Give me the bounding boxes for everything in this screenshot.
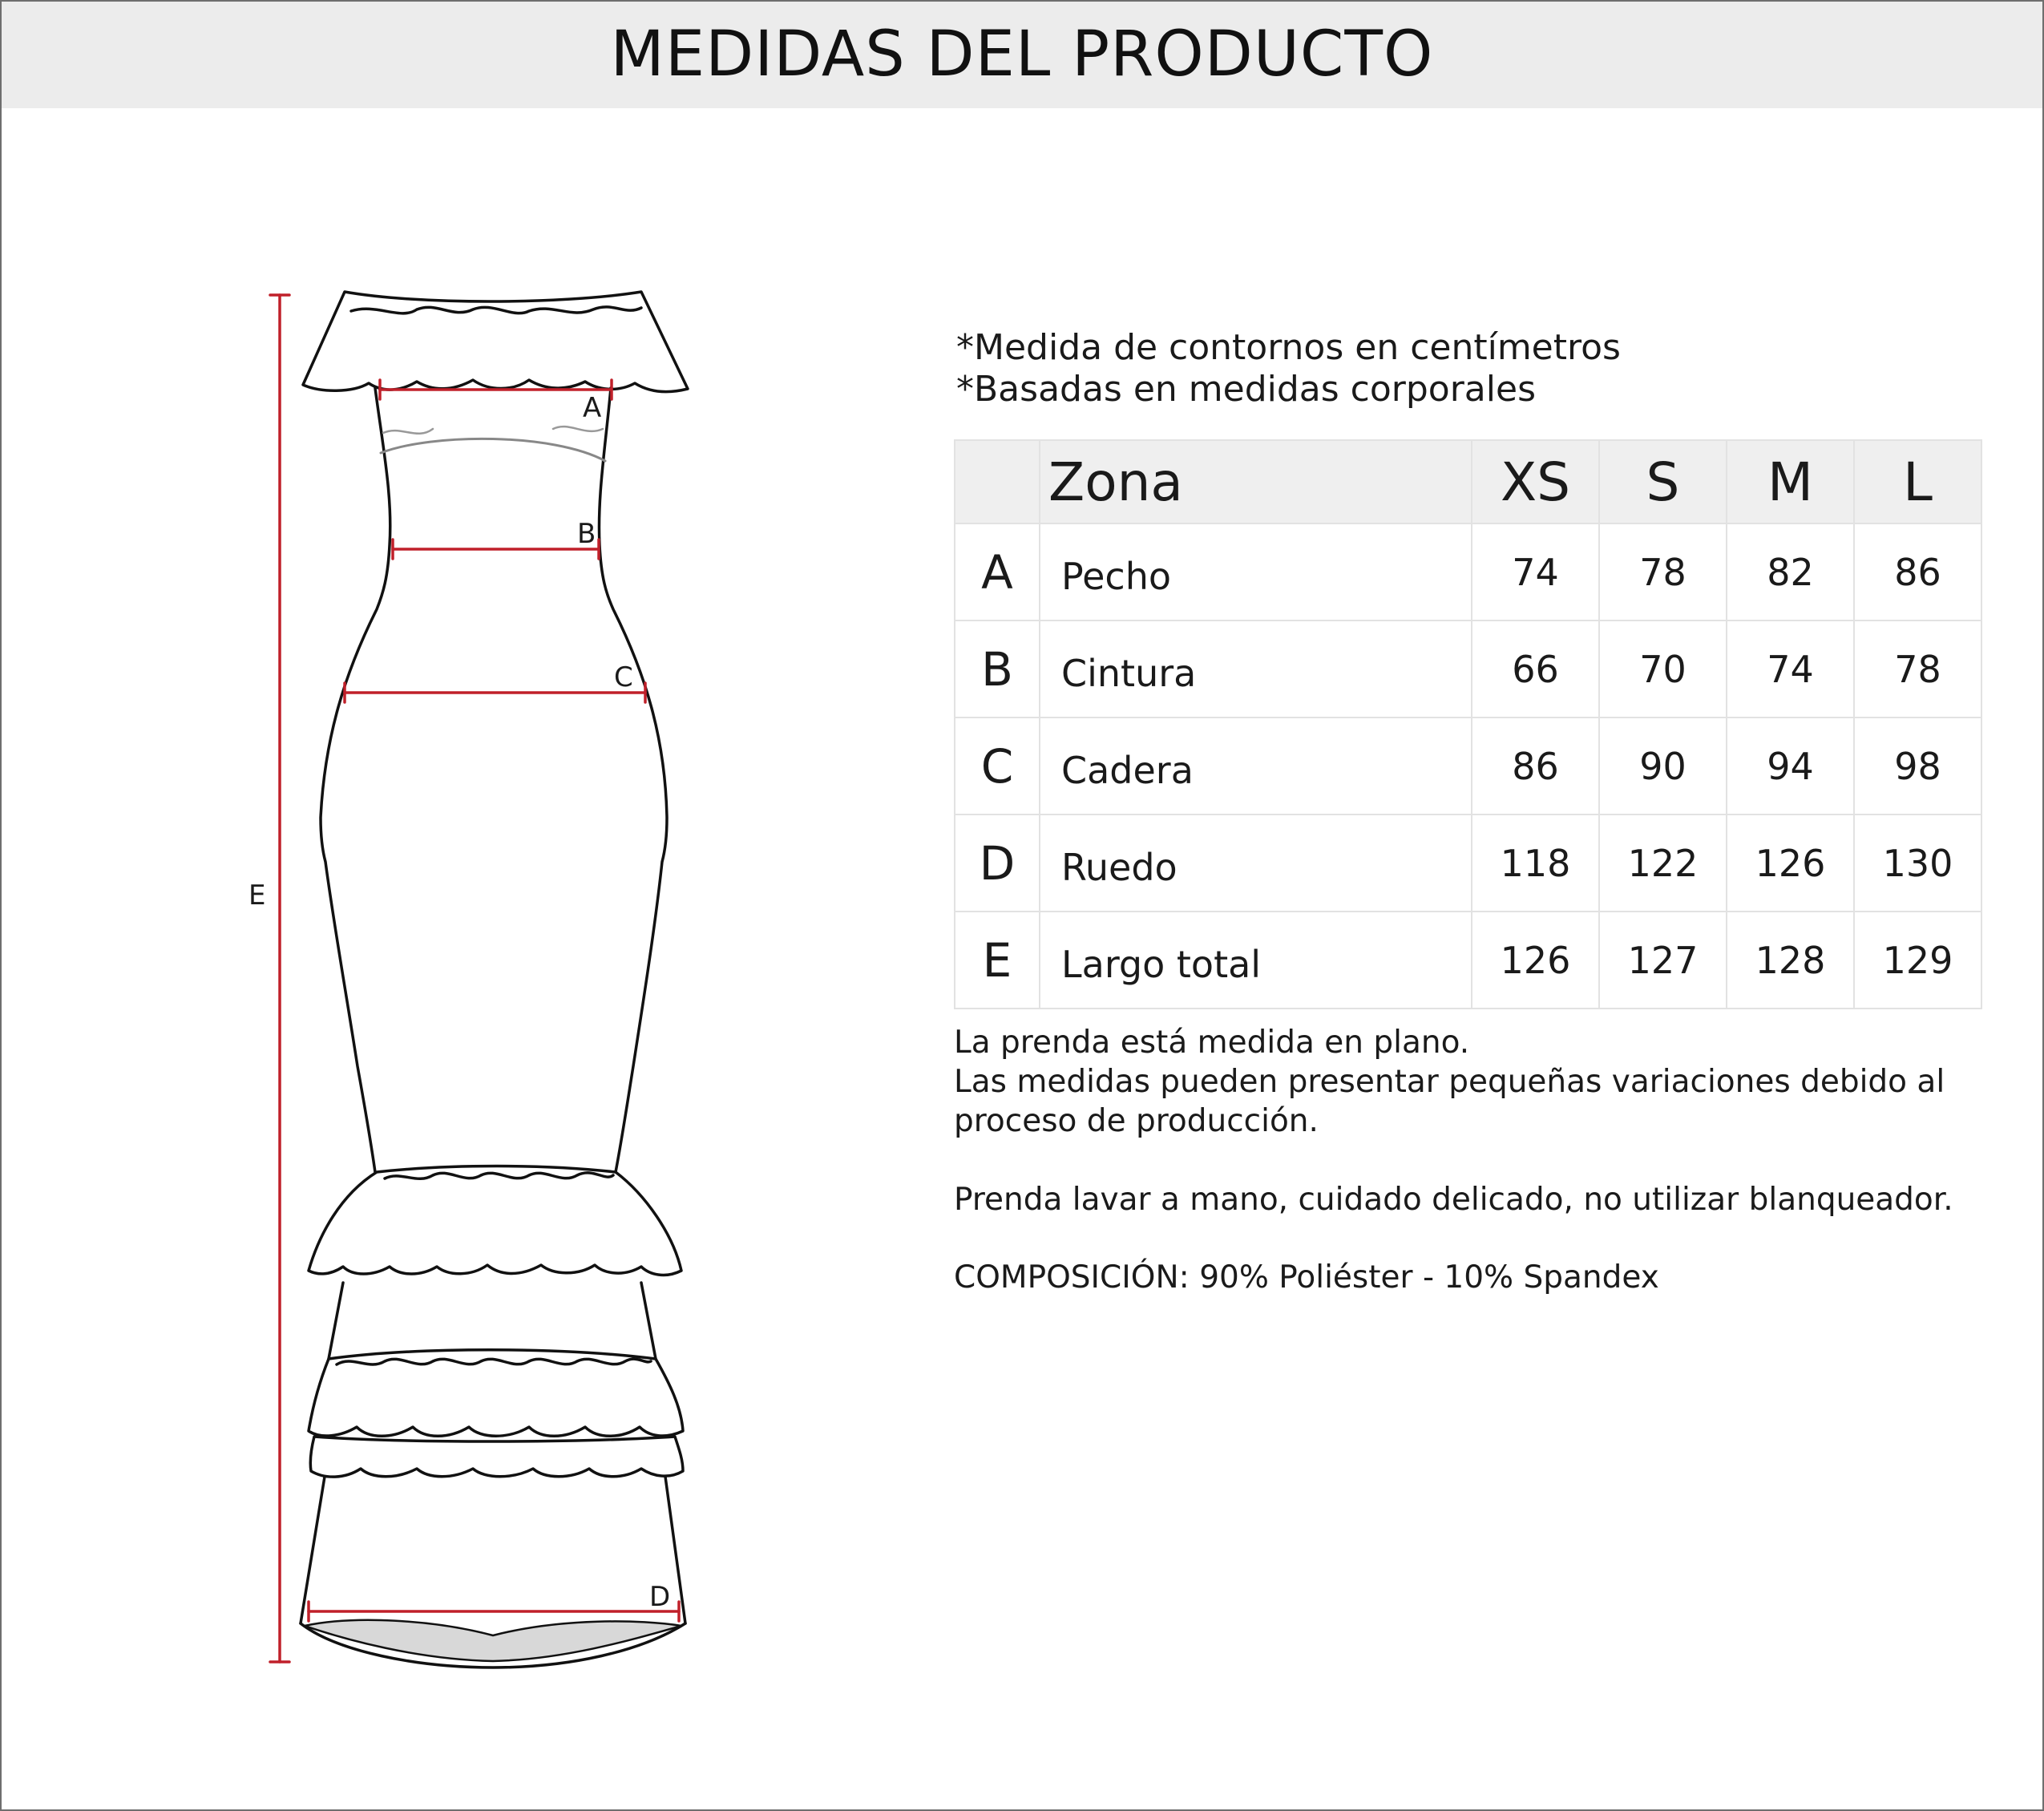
- row-zone: Cadera: [1040, 718, 1472, 815]
- label-e: E: [248, 879, 266, 912]
- row-value-l: 78: [1854, 621, 1981, 718]
- bust-seam: [381, 439, 605, 461]
- header-zona: Zona: [1040, 440, 1472, 523]
- size-table: [954, 439, 1982, 1009]
- table-header-row: [955, 440, 1981, 523]
- skirt-mid-left: [329, 1283, 343, 1359]
- row-value-xs: 118: [1472, 815, 1599, 912]
- label-d: D: [649, 1581, 671, 1613]
- label-a: A: [583, 392, 602, 424]
- row-value-m: 128: [1727, 912, 1854, 1009]
- row-zone: Cintura: [1040, 621, 1472, 718]
- row-code: A: [955, 523, 1040, 621]
- header-size-xs: XS: [1472, 440, 1599, 523]
- row-value-m: 74: [1727, 621, 1854, 718]
- row-value-xs: 74: [1472, 523, 1599, 621]
- row-code: D: [955, 815, 1040, 912]
- page-title: MEDIDAS DEL PRODUCTO: [610, 18, 1434, 91]
- label-b: B: [577, 518, 596, 550]
- ruffle-tier-1: [309, 1166, 681, 1275]
- row-value-s: 122: [1599, 815, 1727, 912]
- row-zone: Pecho: [1040, 523, 1472, 621]
- row-value-m: 126: [1727, 815, 1854, 912]
- row-value-l: 129: [1854, 912, 1981, 1009]
- measure-line-d: [309, 1602, 679, 1621]
- row-value-s: 127: [1599, 912, 1727, 1009]
- table-row: [955, 621, 1981, 718]
- measure-line-b: [393, 540, 599, 559]
- header-size-m: M: [1727, 440, 1854, 523]
- table-row: [955, 912, 1981, 1009]
- header-size-s: S: [1599, 440, 1727, 523]
- note-contours: *Medida de contornos en centímetros: [956, 327, 1621, 368]
- info-variations: Las medidas pueden presentar pequeñas variaciones debido al: [954, 1064, 1945, 1100]
- row-value-s: 90: [1599, 718, 1727, 815]
- note-body-based: *Basadas en medidas corporales: [956, 369, 1536, 410]
- table-row: [955, 815, 1981, 912]
- header-code-cell: [955, 440, 1040, 523]
- row-code: C: [955, 718, 1040, 815]
- row-code: B: [955, 621, 1040, 718]
- info-block: [954, 1023, 1953, 1297]
- measure-line-c: [345, 683, 645, 702]
- row-value-xs: 126: [1472, 912, 1599, 1009]
- bodice-right: [599, 388, 667, 1172]
- row-value-m: 82: [1727, 523, 1854, 621]
- hem-left: [301, 1477, 325, 1623]
- row-zone: Ruedo: [1040, 815, 1472, 912]
- neckline-ruffle: [303, 292, 688, 392]
- row-value-xs: 86: [1472, 718, 1599, 815]
- ruffle-tier-2-gathers: [337, 1359, 651, 1364]
- measure-line-e: [270, 295, 289, 1662]
- row-zone: Largo total: [1040, 912, 1472, 1009]
- neckline-gathers: [351, 307, 641, 313]
- info-production: proceso de producción.: [954, 1103, 1319, 1139]
- row-value-l: 98: [1854, 718, 1981, 815]
- row-value-s: 70: [1599, 621, 1727, 718]
- notes: [956, 327, 1621, 410]
- label-c: C: [614, 661, 633, 693]
- bust-gathers: [383, 426, 603, 434]
- row-value-l: 86: [1854, 523, 1981, 621]
- ruffle-tier-3: [310, 1437, 683, 1477]
- info-care: Prenda lavar a mano, cuidado delicado, no utilizar blanqueador.: [954, 1182, 1953, 1218]
- hem-lining: [305, 1620, 681, 1661]
- ruffle-tier-1-gathers: [385, 1173, 613, 1178]
- info-composition: COMPOSICIÓN: 90% Poliéster - 10% Spandex: [954, 1259, 1659, 1296]
- row-code: E: [955, 912, 1040, 1009]
- row-value-xs: 66: [1472, 621, 1599, 718]
- info-flat-measured: La prenda está medida en plano.: [954, 1025, 1470, 1061]
- row-value-l: 130: [1854, 815, 1981, 912]
- row-value-s: 78: [1599, 523, 1727, 621]
- row-value-m: 94: [1727, 718, 1854, 815]
- table-row: [955, 718, 1981, 815]
- skirt-mid-right: [641, 1283, 656, 1359]
- table-row: [955, 523, 1981, 621]
- header-size-l: L: [1854, 440, 1981, 523]
- bodice-left: [321, 388, 390, 1172]
